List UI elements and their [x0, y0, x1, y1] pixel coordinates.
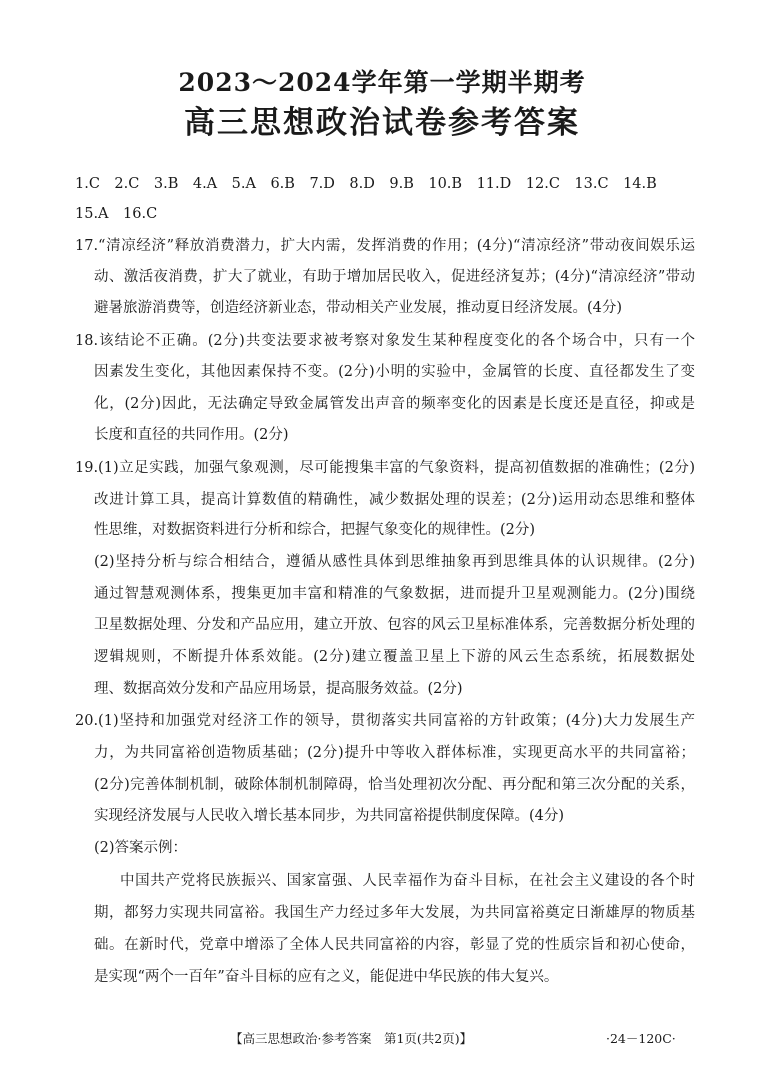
answer-line-20-1: 20.(1)坚持和加强党对经济工作的领导，贯彻落实共同富裕的方针政策；(4分)大力发展生产 — [75, 713, 695, 729]
page-title-line2: 高三思想政治试卷参考答案 — [184, 105, 580, 141]
answer-line-18-4: 长度和直径的共同作用。(2分) — [94, 427, 289, 443]
answer-line-18-1: 18.该结论不正确。(2分)共变法要求被考察对象发生某种程度变化的各个场合中，只有一个 — [75, 333, 695, 349]
answer-line-19-2: 改进计算工具，提高计算数值的精确性，减少数据处理的误差；(2分)运用动态思维和整体 — [94, 492, 695, 508]
answer-line-20-4: 实现经济发展与人民收入增长基本同步，为共同富裕提供制度保障。(4分) — [94, 808, 565, 824]
answer-line-18-2: 因素发生变化，其他因素保持不变。(2分)小明的实验中，金属管的长度、直径都发生了变 — [94, 364, 695, 380]
answer-line-20-2: 力，为共同富裕创造物质基础；(2分)提升中等收入群体标准，实现更高水平的共同富裕； — [94, 745, 695, 761]
answer-line-17-3: 避暑旅游消费等，创造经济新业态，带动相关产业发展，推动夏日经济发展。(4分) — [94, 300, 623, 316]
answer-line-17-1: 17.“清凉经济”释放消费潜力，扩大内需，发挥消费的作用；(4分)“清凉经济”带动夜间娱乐运 — [75, 238, 695, 254]
answer-line-19-8: 理、数据高效分发和产品应用场景，提高服务效益。(2分) — [94, 681, 463, 697]
footer-code: ·24－120C· — [606, 1031, 676, 1046]
answer-line-20-6: 中国共产党将民族振兴、国家富强、人民幸福作为奋斗目标，在社会主义建设的各个时 — [120, 873, 695, 889]
answer-line-19-3: 性思维，对数据资料进行分析和综合，把握气象变化的规律性。(2分) — [94, 522, 536, 538]
footer-page-info: 【高三思想政治·参考答案 第1页(共2页)】 — [230, 1031, 473, 1046]
answer-line-19-5: 通过智慧观测体系，搜集更加丰富和精准的气象数据，进而提升卫星观测能力。(2分)围绕 — [94, 586, 695, 602]
answer-line-19-6: 卫星数据处理、分发和产品应用，建立开放、包容的风云卫星标准体系，完善数据分析处理的 — [94, 617, 695, 633]
answer-line-20-8: 础。在新时代，党章中增添了全体人民共同富裕的内容，彰显了党的性质宗旨和初心使命， — [94, 937, 695, 953]
answer-line-18-3: 化，(2分)因此，无法确定导致金属管发出声音的频率变化的因素是长度还是直径，抑或是 — [94, 396, 695, 412]
answer-line-20-9: 是实现“两个一百年”奋斗目标的应有之义，能促进中华民族的伟大复兴。 — [94, 969, 559, 985]
answer-line-19-4: (2)坚持分析与综合相结合，遵循从感性具体到思维抽象再到思维具体的认识规律。(2分) — [94, 554, 695, 570]
answer-line-20-5: (2)答案示例： — [94, 840, 188, 856]
answer-line-19-7: 逻辑规则，不断提升体系效能。(2分)建立覆盖卫星上下游的风云生态系统，拓展数据处 — [94, 649, 695, 665]
answer-line-17-2: 动、激活夜消费，扩大了就业，有助于增加居民收入，促进经济复苏；(4分)“清凉经济”带动 — [94, 269, 695, 285]
answer-line-mc-2: 15.A 16.C — [75, 206, 158, 222]
answer-line-20-7: 期，都努力实现共同富裕。我国生产力经过多年大发展，为共同富裕奠定日渐雄厚的物质基 — [94, 905, 695, 921]
answer-line-mc-1: 1.C 2.C 3.B 4.A 5.A 6.B 7.D 8.D 9.B 10.B 11.D 12.C 13.C 14.B — [75, 176, 657, 192]
answer-line-20-3: (2分)完善体制机制，破除体制机制障碍，恰当处理初次分配、再分配和第三次分配的关系， — [94, 777, 695, 793]
answer-line-19-1: 19.(1)立足实践，加强气象观测，尽可能搜集丰富的气象资料，提高初值数据的准确性；(2分) — [75, 460, 695, 476]
page-title-line1: 2023～2024学年第一学期半期考 — [178, 68, 586, 97]
